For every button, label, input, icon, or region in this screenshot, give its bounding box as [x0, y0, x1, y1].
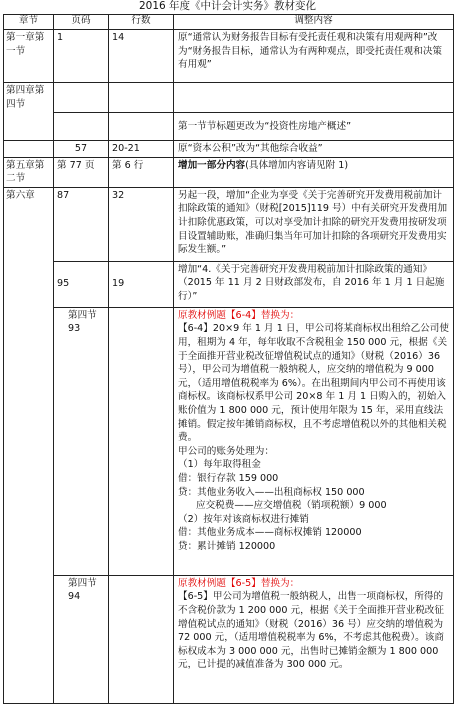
journal-entry: 应交税费——应交增值税（销项税额）9 000 — [196, 500, 387, 512]
content-emphasis: 增加一部分内容 — [178, 159, 246, 171]
chapter-cell: 第四章第四节 — [4, 83, 54, 141]
header-content: 调整内容 — [174, 15, 454, 30]
page-cell — [54, 113, 109, 141]
example-text: 甲公司的账务处理为： — [178, 445, 274, 457]
chapter-cell — [4, 141, 54, 158]
header-line: 行数 — [109, 15, 174, 30]
table-row — [4, 83, 454, 113]
table-row — [4, 187, 454, 261]
page-cell: 1 — [54, 30, 109, 83]
line-cell: 32 — [109, 187, 174, 261]
table-row — [4, 30, 454, 83]
chapter-cell: 第六章 — [4, 187, 54, 703]
table-row — [4, 157, 454, 187]
header-chapter: 章节 — [4, 15, 54, 30]
page-cell — [54, 83, 109, 113]
journal-entry: 借：银行存款 159 000 — [178, 472, 279, 484]
page-cell: 87 — [54, 187, 109, 261]
header-row — [4, 15, 454, 30]
chapter-cell: 第五章第二节 — [4, 157, 54, 187]
example-text: 【6-5】甲公司为增值税一般纳税人，出售一项商标权，所得的不含税价款为 1 200 000 元，根据《关于全面推开营业税改征增值税试点的通知》（财税（2016）36 号）应交纳的增值税为 72 000 元，（适用增值税税率为 6%，不考虑其他税费）。该商标权成本为 3 000 000 元，出售时已摊销金额为 1 800 000 元，已计提的减值准备为 300 000 元。 — [178, 591, 444, 671]
content-cell: 增加“4.《关于完善研究开发费用税前加计扣除政策的通知》（2015 年 11 月 2 日财政部发布，自 2016 年 1 月 1 日起施行）” — [174, 261, 454, 307]
content-cell — [174, 83, 454, 113]
document-title: 2016 年度《中计会计实务》教材变化 — [138, 0, 317, 12]
line-cell — [109, 83, 174, 113]
page-cell: 第四节 94 — [54, 575, 109, 703]
page-cell: 第四节 93 — [54, 307, 109, 575]
line-cell — [109, 307, 174, 575]
content-cell — [174, 575, 454, 703]
page-cell: 第 77 页 — [54, 157, 109, 187]
table-row — [4, 575, 454, 703]
table-row — [4, 307, 454, 575]
table-row — [4, 261, 454, 307]
example-text: （1）每年取得租金 — [178, 459, 261, 471]
content-cell: 第一节节标题更改为“投资性房地产概述” — [174, 113, 454, 141]
content-cell: 原“通常认为财务报告目标有受托责任观和决策有用观两种”改为“财务报告目标，通常认为有两种观点，即受托责任观和决策有用观” — [174, 30, 454, 83]
journal-entry: 贷：累计摊销 120000 — [178, 540, 276, 552]
journal-entry: 借：其他业务成本——商标权摊销 120000 — [178, 527, 362, 539]
line-cell: 19 — [109, 261, 174, 307]
header-page: 页码 — [54, 15, 109, 30]
line-cell — [109, 575, 174, 703]
table-row — [4, 141, 454, 158]
replacement-note: 原教材例题【6-5】替换为： — [178, 577, 300, 589]
example-text: 【6-4】20×9 年 1 月 1 日，甲公司将某商标权出租给乙公司使用，租期为 4 年，每年收取不含税租金 150 000 元，根据《关于全面推开营业税改征增值税试点的通知》（财税（2016）36 号），甲公司为增值税一般纳税人，应交纳的增值税为 9 000 元，（适用增值税税率为 6%）。在出租期间内甲公司不再使用该商标权。该商标权系甲公司 20×8 年 1 月 1 日购入的，初始入账价值为 1 800 000 元，预计使用年限为 15 年，采用直线法摊销。假定按年摊销商标权，且不考虑增值税以外的其他相关税费。 — [178, 323, 449, 444]
content-cell — [174, 157, 454, 187]
line-cell — [109, 113, 174, 141]
content-cell: 原“资本公积”改为“其他综合收益” — [174, 141, 454, 158]
replacement-note: 原教材例题【6-4】替换为： — [178, 309, 300, 321]
chapter-cell: 第一章第一节 — [4, 30, 54, 83]
page-cell: 57 — [54, 141, 109, 158]
content-cell: 另起一段，增加“企业为享受《关于完善研究开发费用税前加计扣除政策的通知》（财税[2015]119 号）中有关研究开发费用加计扣除优惠政策，可以对享受加计扣除的研究开发费用按研发项目设置辅助账，准确归集当年可加计扣除的各项研究开发费用实际发生额。” — [174, 187, 454, 261]
page-cell: 95 — [54, 261, 109, 307]
content-note: (具体增加内容请见附 1) — [245, 159, 349, 171]
content-cell — [174, 307, 454, 575]
journal-entry: 贷：其他业务收入——出租商标权 150 000 — [178, 486, 365, 498]
line-cell: 14 — [109, 30, 174, 83]
example-text: （2）按年对该商标权进行摊销 — [178, 513, 309, 525]
changes-table — [3, 14, 454, 704]
line-cell: 20-21 — [109, 141, 174, 158]
line-cell: 第 6 行 — [109, 157, 174, 187]
table-row — [4, 113, 454, 141]
